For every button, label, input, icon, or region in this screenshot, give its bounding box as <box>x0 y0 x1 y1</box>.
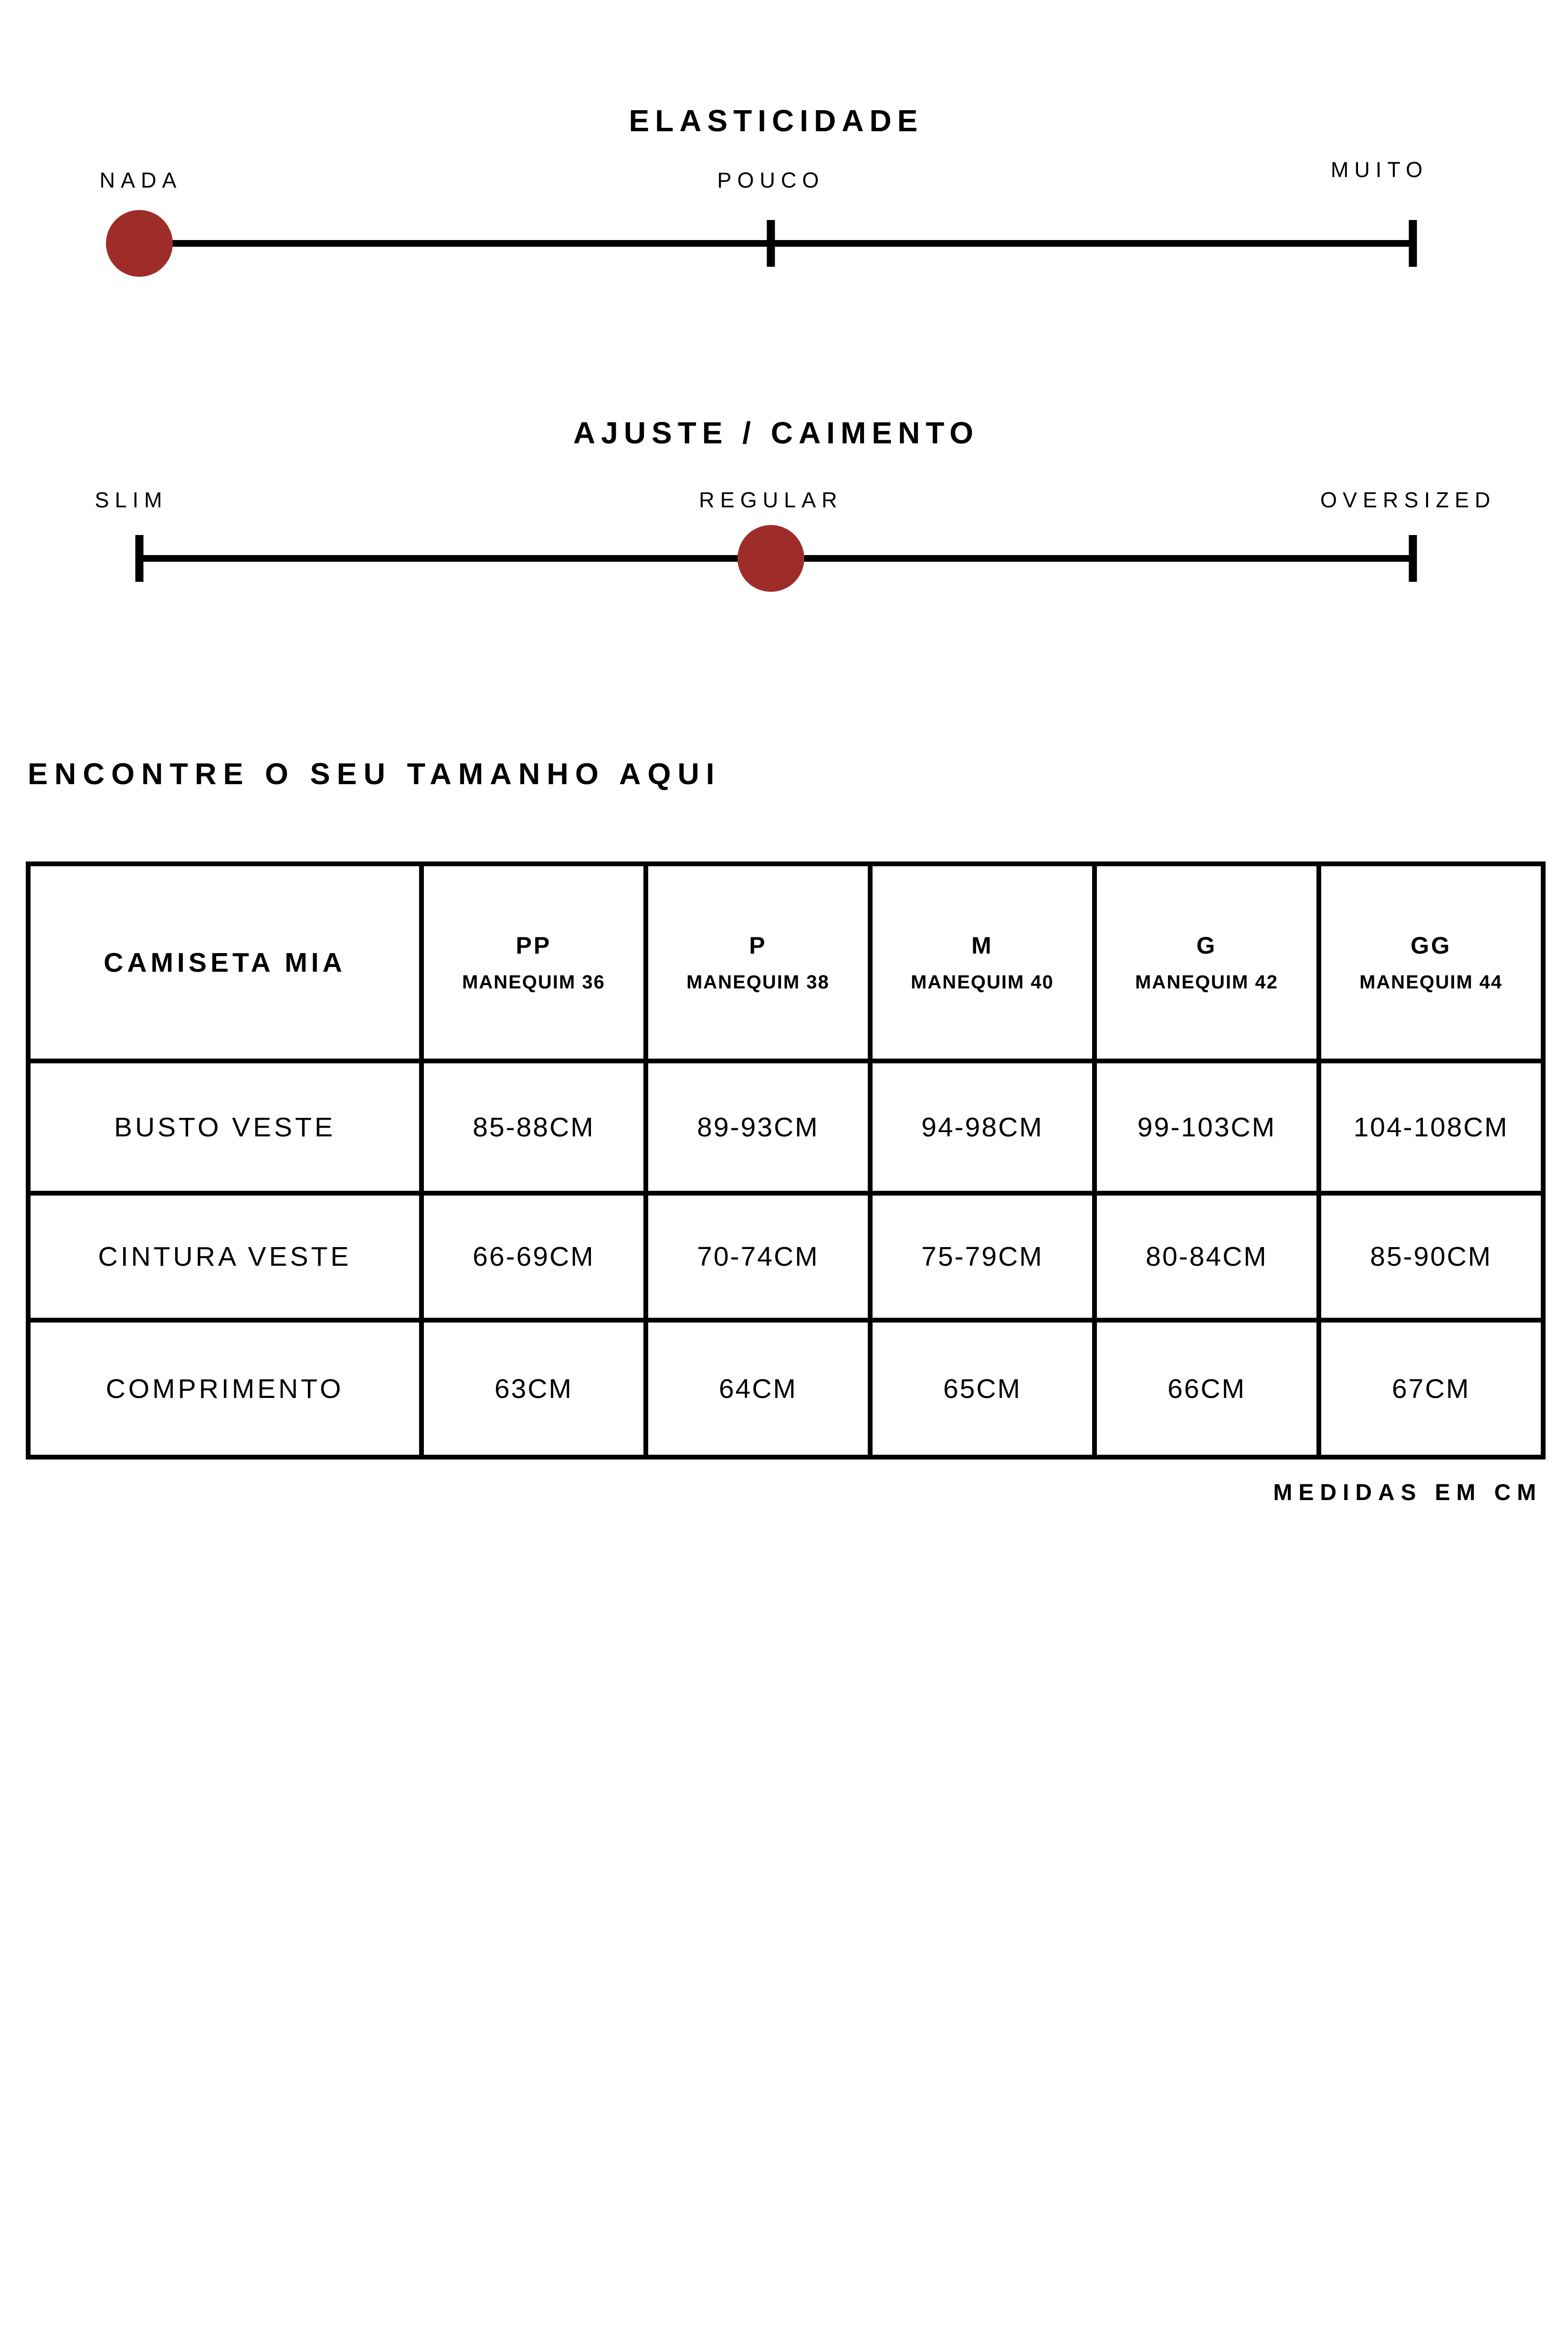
value-cell: 63CM <box>421 1320 646 1457</box>
value-cell: 67CM <box>1319 1320 1543 1457</box>
elasticity-label-pouco: POUCO <box>717 168 825 192</box>
row-label-cell: COMPRIMENTO <box>28 1320 421 1457</box>
fit-label-oversized: OVERSIZED <box>1320 488 1496 512</box>
size-label: P <box>749 932 767 959</box>
table-row-cintura <box>28 1193 1543 1320</box>
fit-label-slim: SLIM <box>95 488 168 512</box>
elasticity-tick-right <box>1409 220 1417 267</box>
size-label: PP <box>516 932 552 959</box>
value-cell: 89-93CM <box>646 1061 870 1193</box>
size-column-header-m <box>870 864 1094 1061</box>
elasticity-label-nada: NADA <box>99 168 182 192</box>
value-cell: 65CM <box>870 1320 1094 1457</box>
row-label-cell: BUSTO VESTE <box>28 1061 421 1193</box>
manequim-label: MANEQUIM 40 <box>911 972 1054 993</box>
size-column-header-gg <box>1319 864 1543 1061</box>
manequim-label: MANEQUIM 38 <box>686 972 830 993</box>
value-cell: 66CM <box>1094 1320 1319 1457</box>
fit-track <box>139 555 1413 562</box>
fit-indicator-dot <box>737 525 804 592</box>
manequim-label: MANEQUIM 36 <box>462 972 605 993</box>
size-column-header-g <box>1094 864 1319 1061</box>
product-name-cell: CAMISETA MIA <box>28 864 421 1061</box>
elasticity-tick-center <box>767 220 775 267</box>
value-cell: 75-79CM <box>870 1193 1094 1320</box>
table-row-comprimento <box>28 1320 1543 1457</box>
row-label-cell: CINTURA VESTE <box>28 1193 421 1320</box>
value-cell: 66-69CM <box>421 1193 646 1320</box>
manequim-label: MANEQUIM 44 <box>1359 972 1503 993</box>
value-cell: 70-74CM <box>646 1193 870 1320</box>
elasticity-track <box>139 240 1413 247</box>
manequim-label: MANEQUIM 42 <box>1135 972 1278 993</box>
fit-tick-right <box>1409 535 1417 582</box>
size-label: M <box>971 932 993 959</box>
value-cell: 85-90CM <box>1319 1193 1543 1320</box>
value-cell: 80-84CM <box>1094 1193 1319 1320</box>
size-guide-heading: ENCONTRE O SEU TAMANHO AQUI <box>28 757 721 791</box>
size-table <box>26 861 1546 1460</box>
fit-tick-left <box>136 535 144 582</box>
measurements-footnote: MEDIDAS EM CM <box>1273 1480 1542 1505</box>
value-cell: 64CM <box>646 1320 870 1457</box>
fit-label-regular: REGULAR <box>699 488 843 512</box>
elasticity-title: ELASTICIDADE <box>629 104 924 138</box>
fit-title: AJUSTE / CAIMENTO <box>573 416 979 450</box>
size-label: GG <box>1410 932 1452 959</box>
value-cell: 99-103CM <box>1094 1061 1319 1193</box>
value-cell: 104-108CM <box>1319 1061 1543 1193</box>
size-label: G <box>1196 932 1217 959</box>
value-cell: 94-98CM <box>870 1061 1094 1193</box>
elasticity-indicator-dot <box>106 210 173 277</box>
value-cell: 85-88CM <box>421 1061 646 1193</box>
table-header-row <box>28 864 1543 1061</box>
size-column-header-pp <box>421 864 646 1061</box>
elasticity-label-muito: MUITO <box>1330 158 1429 182</box>
size-column-header-p <box>646 864 870 1061</box>
table-row-busto <box>28 1061 1543 1193</box>
